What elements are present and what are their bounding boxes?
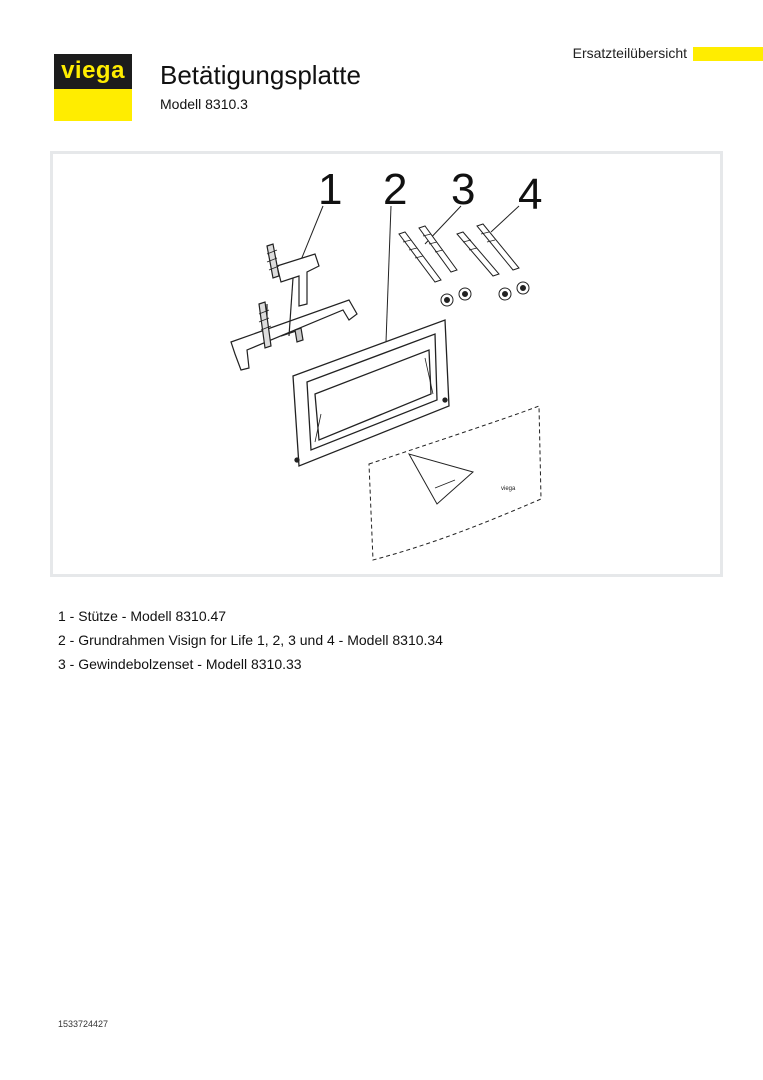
document-type-label: Ersatzteilübersicht xyxy=(572,45,687,61)
part-number-3: 3 xyxy=(451,165,476,214)
page-subtitle: Modell 8310.3 xyxy=(160,96,248,112)
parts-list-item: 1 - Stütze - Modell 8310.47 xyxy=(58,608,227,624)
logo-yellow-block xyxy=(54,89,132,121)
svg-text:viega: viega xyxy=(501,486,516,492)
page-title: Betätigungsplatte xyxy=(160,60,361,90)
part-number-1: 1 xyxy=(318,165,343,214)
part-number-2: 2 xyxy=(383,165,408,214)
parts-list-item: 3 - Gewindebolzenset - Modell 8310.33 xyxy=(58,656,302,672)
threaded-bolt-set-drawing xyxy=(399,224,529,306)
leader-lines xyxy=(301,206,519,342)
parts-list-item: 2 - Grundrahmen Visign for Life 1, 2, 3 und 4 - Modell 8310.34 xyxy=(58,632,443,648)
base-frame-drawing xyxy=(293,320,449,466)
flush-plate-drawing xyxy=(369,406,541,560)
viega-logo xyxy=(54,54,132,121)
support-bracket-drawing xyxy=(231,244,357,370)
part-number-4: 4 xyxy=(518,170,543,219)
exploded-view-figure xyxy=(50,151,723,577)
parts-list xyxy=(58,604,443,676)
logo-text: viega xyxy=(61,57,125,84)
exploded-view-drawing xyxy=(53,154,720,574)
document-type-accent-bar xyxy=(693,47,763,61)
document-number: 1533724427 xyxy=(58,1019,109,1029)
